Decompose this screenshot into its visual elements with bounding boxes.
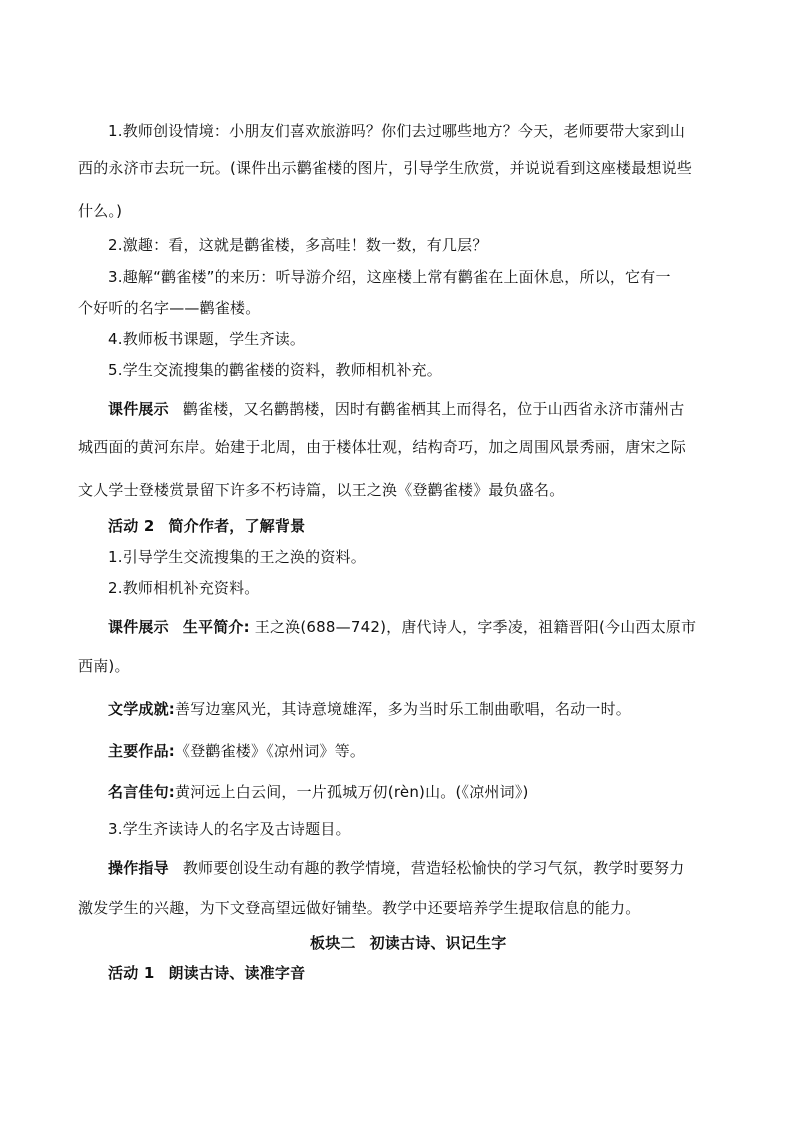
operation-guide-text: 教师要创设生动有趣的教学情境，营造轻松愉快的学习气氛，教学时要努力 — [182, 859, 685, 877]
paragraph-line: 1.引导学生交流搜集的王之涣的资料。 — [108, 548, 366, 566]
biography-label: 生平简介: — [182, 618, 250, 636]
famous-quote-text: 黄河远上白云间，一片孤城万仞(rèn)山。(《凉州词》) — [175, 783, 529, 801]
famous-quote-label: 名言佳句: — [108, 783, 175, 801]
literary-achievement-line — [108, 698, 631, 719]
section-title: 初读古诗、识记生字 — [369, 934, 507, 952]
paragraph-line: 5.学生交流搜集的鹳雀楼的资料，教师相机补充。 — [108, 361, 442, 379]
activity-heading — [108, 515, 305, 536]
courseware-display-label: 课件展示 — [108, 400, 169, 418]
activity-label: 活动 2 — [108, 517, 155, 535]
paragraph-line: 1.教师创设情境：小朋友们喜欢旅游吗？你们去过哪些地方？今天，老师要带大家到山 — [108, 122, 686, 140]
famous-quote-line — [108, 781, 529, 802]
major-works-line — [108, 740, 365, 761]
literary-achievement-text: 善写边塞风光，其诗意境雄浑，多为当时乐工制曲歌唱，名动一时。 — [175, 700, 632, 718]
major-works-label: 主要作品: — [108, 742, 175, 760]
major-works-text: 《登鹳雀楼》《凉州词》等。 — [175, 742, 366, 760]
paragraph-line: 什么。) — [78, 202, 123, 220]
section-label: 板块二 — [310, 934, 356, 952]
operation-guide-label: 操作指导 — [108, 859, 169, 877]
literary-achievement-label: 文学成就: — [108, 700, 175, 718]
paragraph-line: 西南)。 — [78, 657, 130, 675]
paragraph-line: 3.趣解“鹳雀楼”的来历：听导游介绍，这座楼上常有鹳雀在上面休息，所以，它有一 — [108, 268, 671, 286]
paragraph-line: 文人学士登楼赏景留下许多不朽诗篇，以王之涣《登鹳雀楼》最负盛名。 — [78, 481, 565, 499]
paragraph-line: 西的永济市去玩一玩。(课件出示鹳雀楼的图片，引导学生欣赏，并说说看到这座楼最想说些 — [78, 159, 693, 177]
activity-title: 简介作者，了解背景 — [168, 517, 306, 535]
paragraph-line: 3.学生齐读诗人的名字及古诗题目。 — [108, 820, 351, 838]
paragraph-line: 2.教师相机补充资料。 — [108, 579, 260, 597]
courseware-display-text: 鹳雀楼，又名鹳鹊楼，因时有鹳雀栖其上而得名，位于山西省永济市蒲州古 — [182, 400, 685, 418]
paragraph-line: 2.激趣：看，这就是鹳雀楼，多高哇！数一数，有几层？ — [108, 236, 488, 254]
paragraph-line: 激发学生的兴趣，为下文登高望远做好铺垫。教学中还要培养学生提取信息的能力。 — [78, 899, 641, 917]
courseware-display-line — [108, 398, 684, 419]
paragraph-line: 4.教师板书课题，学生齐读。 — [108, 330, 306, 348]
section-heading — [310, 932, 506, 953]
courseware-display-label: 课件展示 — [108, 618, 169, 636]
paragraph-line: 个好听的名字——鹳雀楼。 — [78, 299, 261, 317]
paragraph-line: 城西面的黄河东岸。始建于北周，由于楼体壮观，结构奇巧，加之周围风景秀丽，唐宋之际 — [78, 438, 687, 456]
courseware-display-line — [108, 616, 696, 637]
activity-label: 活动 1 — [108, 964, 155, 982]
activity-heading — [108, 962, 305, 983]
activity-title: 朗读古诗、读准字音 — [168, 964, 306, 982]
biography-text: 王之涣(688—742)，唐代诗人，字季凌，祖籍晋阳(今山西太原市 — [254, 618, 697, 636]
operation-guide-line — [108, 857, 684, 878]
